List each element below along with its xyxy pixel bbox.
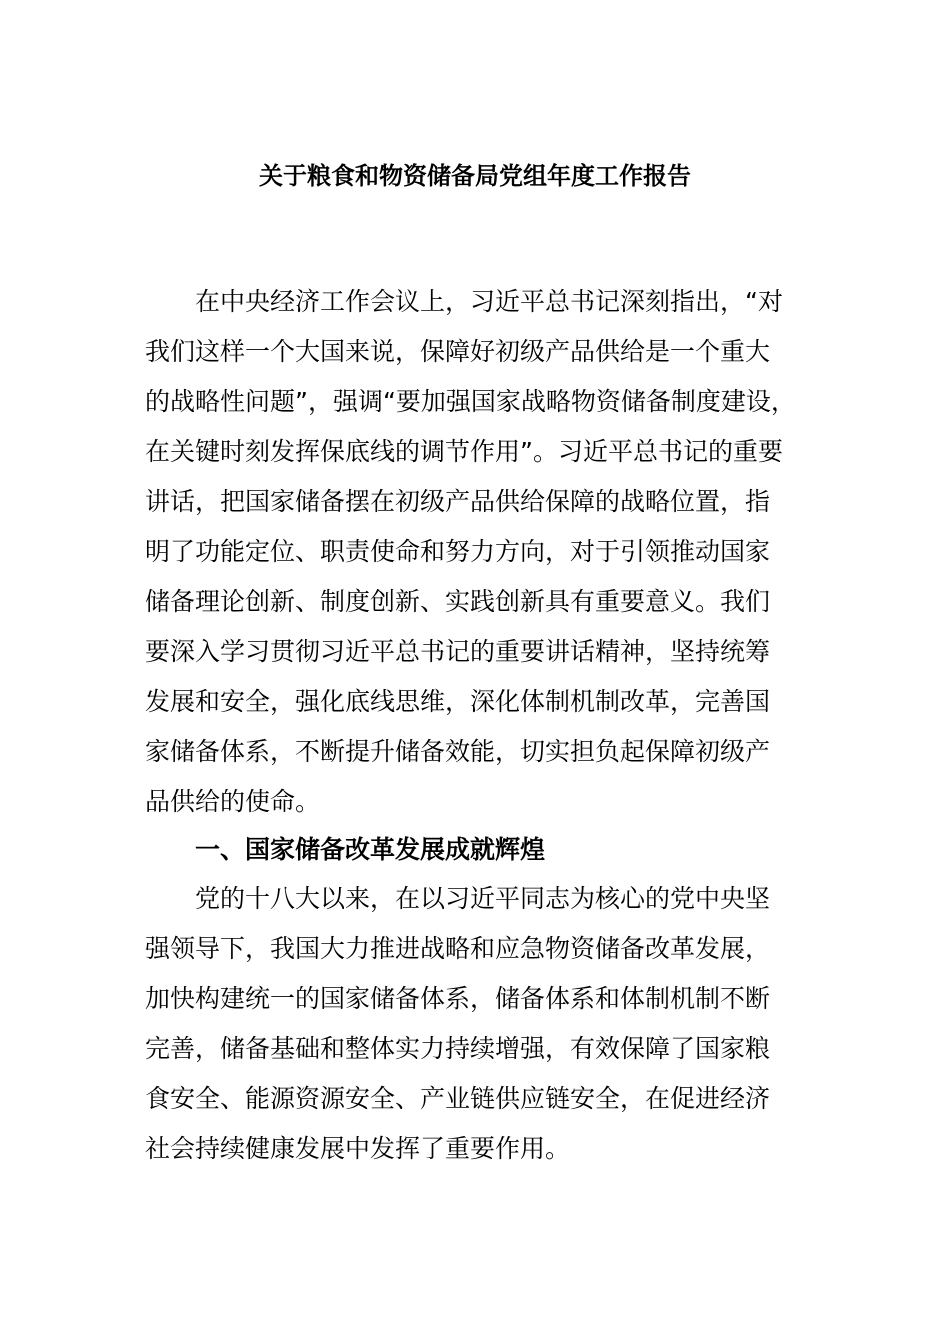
body-paragraph-2 [145,874,807,1174]
text-line: 加快构建统一的国家储备体系，储备体系和体制机制不断 [145,984,771,1013]
text-line: 储备理论创新、制度创新、实践创新具有重要意义。我们 [145,587,771,616]
text-line: 家储备体系，不断提升储备效能，切实担负起保障初级产 [145,737,771,766]
text-line: 强领导下，我国大力推进战略和应急物资储备改革发展， [145,934,771,963]
text-line: 讲话，把国家储备摆在初级产品供给保障的战略位置，指 [145,487,771,516]
text-line: 食安全、能源资源安全、产业链供应链安全，在促进经济 [145,1084,771,1113]
text-line: 的战略性问题”，强调“要加强国家战略物资储备制度建设， [145,387,796,416]
text-line: 社会持续健康发展中发挥了重要作用。 [145,1134,571,1163]
text-line: 党的十八大以来，在以习近平同志为核心的党中央坚 [195,884,771,913]
text-line: 要深入学习贯彻习近平总书记的重要讲话精神，坚持统筹 [145,637,771,666]
document-title: 关于粮食和物资储备局党组年度工作报告 [259,162,691,190]
text-line: 品供给的使命。 [145,787,321,816]
text-line: 在关键时刻发挥保底线的调节作用”。习近平总书记的重要 [145,437,783,466]
text-line: 我们这样一个大国来说，保障好初级产品供给是一个重大 [145,337,771,366]
text-line: 完善，储备基础和整体实力持续增强，有效保障了国家粮 [145,1034,771,1063]
body-paragraph-1 [145,277,807,827]
text-line: 在中央经济工作会议上，习近平总书记深刻指出，“对 [195,287,783,316]
text-line: 明了功能定位、职责使命和努力方向，对于引领推动国家 [145,537,771,566]
section-heading-1: 一、国家储备改革发展成就辉煌 [195,835,546,864]
text-line: 发展和安全，强化底线思维，深化体制机制改革，完善国 [145,687,771,716]
